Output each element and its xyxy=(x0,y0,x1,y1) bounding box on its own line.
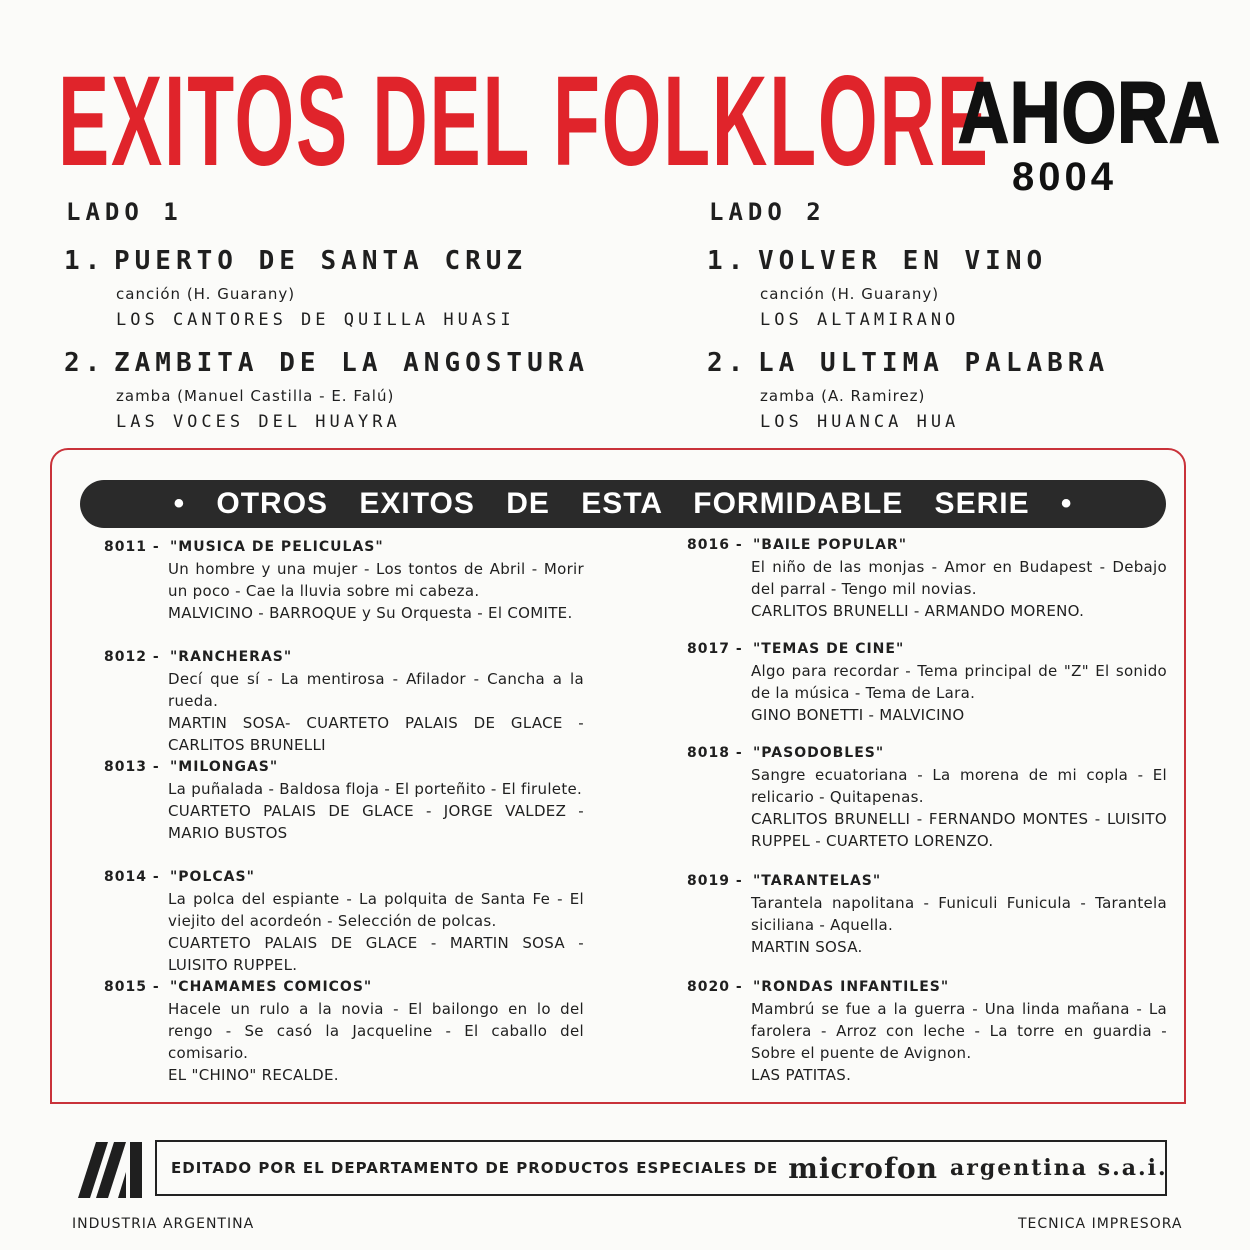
entry-number: 8012 - xyxy=(104,649,160,665)
entry-heading xyxy=(687,976,949,998)
entry-number: 8020 - xyxy=(687,979,743,995)
entry-artists: CARLITOS BRUNELLI - FERNANDO MONTES - LUISITO RUPPEL - CUARTETO LORENZO. xyxy=(751,810,1167,850)
footer-label-name: microfon xyxy=(788,1151,939,1185)
side-1-track-1-artist: LOS CANTORES DE QUILLA HUASI xyxy=(116,310,515,330)
side-1-track-1-num: 1. xyxy=(64,246,106,276)
entry-title: "RANCHERAS" xyxy=(170,649,293,665)
entry-number: 8018 - xyxy=(687,745,743,761)
side-2-track-2-artist: LOS HUANCA HUA xyxy=(760,412,960,432)
side-2-track-1-meta: canción (H. Guarany) xyxy=(760,285,940,303)
entry-artists: CUARTETO PALAIS DE GLACE - JORGE VALDEZ - MARIO BUSTOS xyxy=(168,802,584,842)
entry-artists: EL "CHINO" RECALDE. xyxy=(168,1066,339,1084)
entry-heading xyxy=(687,870,881,892)
entry-songs: Algo para recordar - Tema principal de "Z" El sonido de la música - Tema de Lara. xyxy=(751,662,1167,702)
side-1-track-2-artist: LAS VOCES DEL HUAYRA xyxy=(116,412,401,432)
side-2-track-1-title: VOLVER EN VINO xyxy=(758,246,1048,276)
entry-artists: LAS PATITAS. xyxy=(751,1066,852,1084)
entry-artists: MARTIN SOSA. xyxy=(751,938,863,956)
microfon-logo-icon xyxy=(78,1142,144,1198)
side-2-track-2-num: 2. xyxy=(707,348,749,378)
brand-logo: AHORA xyxy=(958,65,1221,161)
entry-songs: Mambrú se fue a la guerra - Una linda mañana - La farolera - Arroz con leche - La torre en guardia - Sobre el puente de Avignon. xyxy=(751,1000,1167,1062)
footer-box xyxy=(155,1140,1167,1196)
entry-heading xyxy=(104,646,292,668)
entry-artists: CUARTETO PALAIS DE GLACE - MARTIN SOSA - LUISITO RUPPEL. xyxy=(168,934,584,974)
entry-title: "POLCAS" xyxy=(170,869,255,885)
side-2-track-1-artist: LOS ALTAMIRANO xyxy=(760,310,960,330)
entry-title: "TARANTELAS" xyxy=(753,873,882,889)
entry-title: "BAILE POPULAR" xyxy=(753,537,907,553)
entry-number: 8019 - xyxy=(687,873,743,889)
entry-title: "PASODOBLES" xyxy=(753,745,885,761)
entry-number: 8016 - xyxy=(687,537,743,553)
entry-title: "CHAMAMES COMICOS" xyxy=(170,979,373,995)
side-2-heading: LADO 2 xyxy=(709,198,826,226)
entry-songs: Tarantela napolitana - Funiculi Funicula - Tarantela siciliana - Aquella. xyxy=(751,894,1167,934)
entry-artists: MARTIN SOSA- CUARTETO PALAIS DE GLACE - CARLITOS BRUNELLI xyxy=(168,714,584,754)
footer-edited-by: EDITADO POR EL DEPARTAMENTO DE PRODUCTOS ESPECIALES DE xyxy=(171,1159,779,1177)
entry-songs: La puñalada - Baldosa floja - El porteñito - El firulete. xyxy=(168,780,583,798)
entry-number: 8017 - xyxy=(687,641,743,657)
entry-number: 8014 - xyxy=(104,869,160,885)
entry-songs: Sangre ecuatoriana - La morena de mi copla - El relicario - Quitapenas. xyxy=(751,766,1167,806)
side-1-track-2-num: 2. xyxy=(64,348,106,378)
entry-songs: Hacele un rulo a la novia - El bailongo en lo del rengo - Se casó la Jacqueline - El caballo del comisario. xyxy=(168,1000,584,1062)
side-2-track-2-meta: zamba (A. Ramirez) xyxy=(760,387,926,405)
entry-heading xyxy=(104,756,278,778)
entry-title: "TEMAS DE CINE" xyxy=(753,641,905,657)
side-2-track-2-title: LA ULTIMA PALABRA xyxy=(758,348,1110,378)
entry-artists: MALVICINO - BARROQUE y Su Orquesta - El COMITE. xyxy=(168,604,573,622)
entry-number: 8015 - xyxy=(104,979,160,995)
entry-artists: GINO BONETTI - MALVICINO xyxy=(751,706,965,724)
entry-number: 8011 - xyxy=(104,539,160,555)
entry-heading xyxy=(687,638,904,660)
side-1-heading: LADO 1 xyxy=(66,198,183,226)
entry-songs: Un hombre y una mujer - Los tontos de Abril - Morir un poco - Cae la lluvia sobre mi cabeza. xyxy=(168,560,584,600)
entry-artists: CARLITOS BRUNELLI - ARMANDO MORENO. xyxy=(751,602,1085,620)
printer-note: TECNICA IMPRESORA xyxy=(1018,1216,1183,1232)
entry-songs: El niño de las monjas - Amor en Budapest - Debajo del parral - Tengo mil novias. xyxy=(751,558,1167,598)
catalog-number: 8004 xyxy=(1012,155,1117,199)
entry-title: "RONDAS INFANTILES" xyxy=(753,979,950,995)
entry-title: "MUSICA DE PELICULAS" xyxy=(170,539,384,555)
entry-heading xyxy=(104,866,255,888)
side-1-track-2-meta: zamba (Manuel Castilla - E. Falú) xyxy=(116,387,395,405)
entry-songs: La polca del espiante - La polquita de Santa Fe - El viejito del acordeón - Selección de polcas. xyxy=(168,890,584,930)
side-1-track-1-meta: canción (H. Guarany) xyxy=(116,285,296,303)
side-1-track-1-title: PUERTO DE SANTA CRUZ xyxy=(114,246,528,276)
entry-heading xyxy=(104,976,372,998)
entry-heading xyxy=(687,742,884,764)
entry-songs: Decí que sí - La mentirosa - Afilador - Cancha a la rueda. xyxy=(168,670,584,710)
entry-heading xyxy=(687,534,907,556)
series-banner: • OTROS EXITOS DE ESTA FORMIDABLE SERIE • xyxy=(80,480,1166,528)
side-2-track-1-num: 1. xyxy=(707,246,749,276)
entry-heading xyxy=(104,536,384,558)
album-title: EXITOS DEL FOLKLORE xyxy=(58,50,990,193)
industry-note: INDUSTRIA ARGENTINA xyxy=(72,1216,255,1232)
entry-title: "MILONGAS" xyxy=(170,759,279,775)
footer-label-sub: argentina s.a.i. xyxy=(950,1155,1168,1181)
entry-number: 8013 - xyxy=(104,759,160,775)
side-1-track-2-title: ZAMBITA DE LA ANGOSTURA xyxy=(114,348,590,378)
